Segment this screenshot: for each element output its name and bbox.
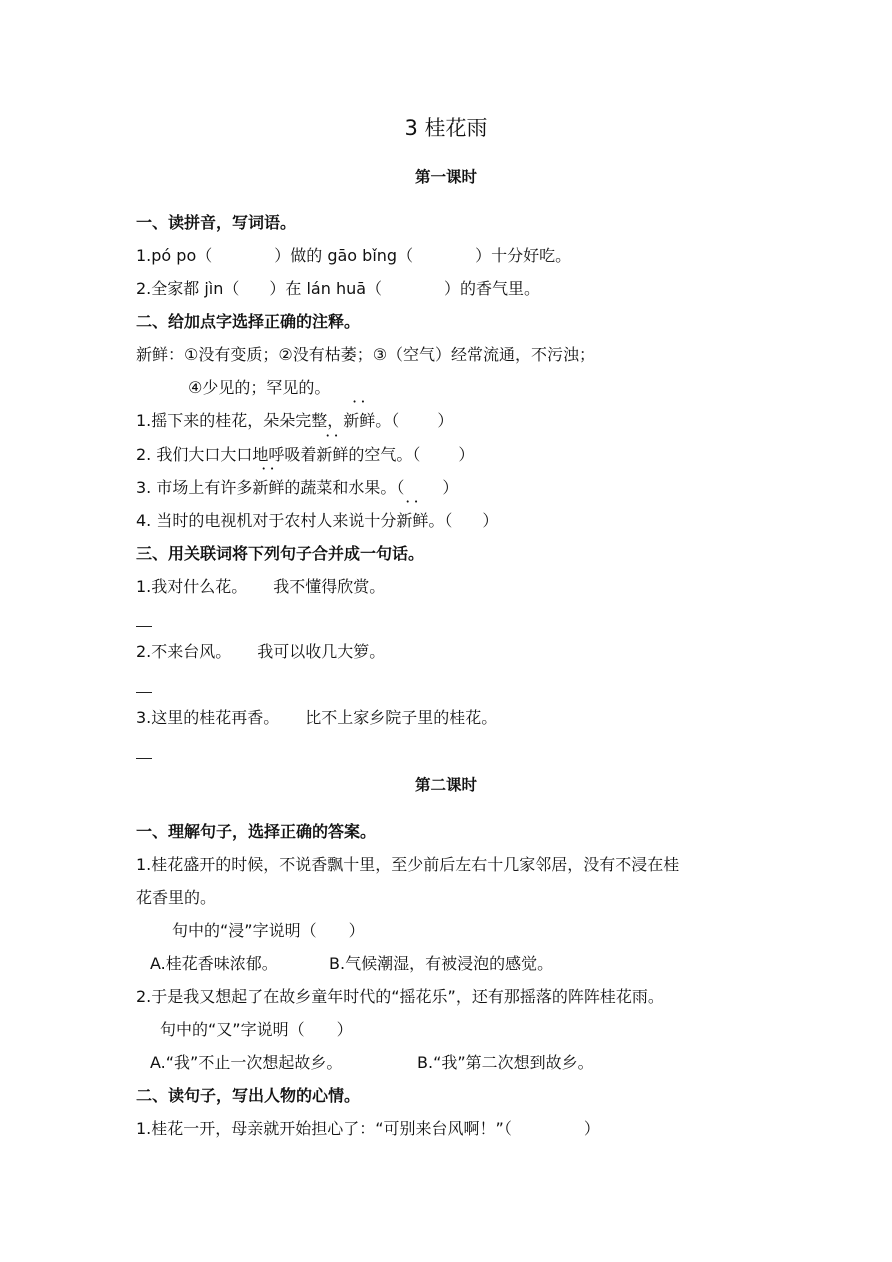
sentence-b: 我可以收几大箩。	[257, 642, 386, 661]
item-text: 的蔬菜和水果。（	[284, 478, 405, 497]
question-text: 1.桂花一开，母亲就开始担心了：“可别来台风啊！”（	[136, 1119, 512, 1138]
item-text: 2. 我们大口大口地呼吸着	[136, 445, 317, 464]
l2-q2-line: 2.于是我又想起了在故乡童年时代的“摇花乐”，还有那摇落的阵阵桂花雨。	[136, 987, 664, 1006]
l2-q2-option-b[interactable]: B.“我”第二次想到故乡。	[417, 1053, 594, 1072]
l1-section-2-heading: 二、给加点字选择正确的注释。	[136, 312, 361, 331]
l2-q2-prompt	[160, 1019, 353, 1041]
item-text: 3. 市场上有许多	[136, 478, 253, 497]
sentence-b: 比不上家乡院子里的桂花。	[305, 708, 498, 727]
q1-part-b: ）做的 gāo bǐng（	[274, 246, 414, 265]
l1-s2-item-1	[136, 410, 453, 432]
answer-line[interactable]	[136, 626, 152, 627]
item-text: 1.摇下来的桂花，朵朵完整，	[136, 411, 344, 430]
sentence-a: 3.这里的桂花再香。	[136, 708, 280, 727]
l1-section-3-heading: 三、用关联词将下列句子合并成一句话。	[136, 544, 425, 563]
l1-s2-item-2	[136, 444, 474, 466]
q1-part-c: ）十分好吃。	[475, 246, 572, 265]
item-text: ）	[437, 411, 454, 430]
dotted-word: • • 新鲜	[396, 510, 428, 532]
sentence-b: 我不懂得欣赏。	[273, 577, 386, 596]
l2-section-1-heading: 一、理解句子，选择正确的答案。	[136, 822, 377, 841]
q2-part-b: ）在 lán huā（	[269, 279, 383, 298]
page-title: 3 桂花雨	[404, 116, 488, 140]
l2-q1-option-b[interactable]: B.气候潮湿，有被浸泡的感觉。	[329, 954, 554, 973]
item-text: ）	[442, 478, 459, 497]
q2-part-c: ）的香气里。	[444, 279, 541, 298]
item-text: 的空气。（	[348, 445, 421, 464]
l2-q1-line-1: 1.桂花盛开的时候，不说香飘十里，至少前后左右十几家邻居，没有不浸在桂	[136, 855, 680, 874]
l1-section-1-heading: 一、读拼音，写词语。	[136, 213, 297, 232]
lesson-2-heading: 第二课时	[414, 776, 477, 794]
l1-s3-item-2	[136, 641, 385, 663]
item-text: ）	[482, 511, 499, 530]
l2-section-2-heading: 二、读句子，写出人物的心情。	[136, 1086, 361, 1105]
dotted-word: • • 新鲜	[316, 444, 348, 466]
prompt-text: ）	[348, 921, 365, 940]
l2-q1-prompt	[172, 920, 365, 942]
l2-q1-line-2: 花香里的。	[136, 888, 217, 907]
sentence-a: 2.不来台风。	[136, 642, 232, 661]
lesson-1-heading: 第一课时	[414, 168, 477, 186]
l1-s2-item-3	[136, 477, 458, 499]
l1-s3-item-3	[136, 707, 497, 729]
prompt-text: 句中的“浸”字说明（	[172, 921, 317, 940]
definition-line-1: 新鲜：①没有变质；②没有枯萎；③（空气）经常流通，不污浊；	[136, 345, 596, 364]
l1-s3-item-1	[136, 576, 385, 598]
item-text: 4. 当时的电视机对于农村人来说十分	[136, 511, 397, 530]
definition-line-2: ④少见的；罕见的。	[188, 378, 331, 397]
l1-s1-question-2	[136, 278, 540, 300]
prompt-text: ）	[336, 1020, 353, 1039]
l1-s2-item-4	[136, 510, 498, 532]
q1-part-a: 1.pó po（	[136, 246, 213, 265]
l2-q2-option-a[interactable]: A.“我”不止一次想起故乡。	[150, 1053, 343, 1072]
sentence-a: 1.我对什么花。	[136, 577, 248, 596]
q2-part-a: 2.全家都 jìn（	[136, 279, 240, 298]
l2-s2-question-1	[136, 1118, 600, 1140]
item-text: 。（	[428, 511, 453, 530]
prompt-text: 句中的“又”字说明（	[160, 1020, 305, 1039]
answer-line[interactable]	[136, 692, 152, 693]
dotted-word: • • 新鲜	[343, 410, 375, 432]
item-text: ）	[458, 445, 475, 464]
answer-line[interactable]	[136, 758, 152, 759]
dotted-word: • • 新鲜	[252, 477, 284, 499]
l2-q1-option-a[interactable]: A.桂花香味浓郁。	[150, 954, 278, 973]
l1-s1-question-1	[136, 245, 571, 267]
question-text: ）	[583, 1119, 600, 1138]
item-text: 。（	[375, 411, 400, 430]
